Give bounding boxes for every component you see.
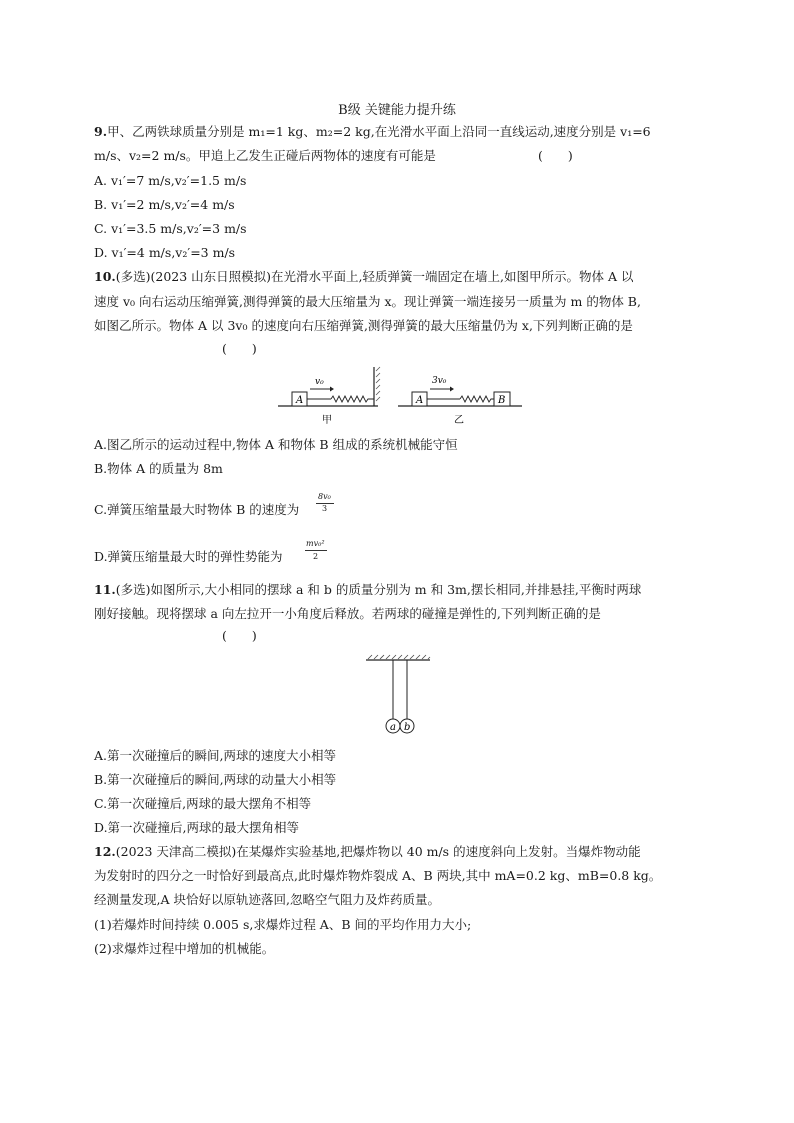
q12-stem-line3: 经测量发现,A 块恰好以原轨迹落回,忽略空气阻力及炸药质量。: [94, 892, 440, 907]
q9-option-c: C. v₁′=3.5 m/s,v₂′=3 m/s: [94, 221, 247, 236]
block-a-yi-label: A: [416, 395, 424, 406]
q10-stem-line3: 如图乙所示。物体 A 以 3v₀ 的速度向右压缩弹簧,测得弹簧的最大压缩量仍为 x,下列判断正确的是: [94, 318, 633, 333]
figure-jia-caption: 甲: [322, 415, 332, 426]
ball-b-label: b: [404, 722, 411, 733]
block-b-label: B: [498, 395, 506, 406]
q9-number: 9.: [94, 124, 108, 139]
q12-subquestion-1: (1)若爆炸时间持续 0.005 s,求爆炸过程 A、B 间的平均作用力大小;: [94, 917, 472, 932]
q10-option-d-fraction-bar: [305, 550, 327, 551]
q9-stem-line2: m/s、v₂=2 m/s。甲追上乙发生正碰后两物体的速度有可能是: [94, 148, 436, 163]
block-a-jia-label: A: [296, 395, 304, 406]
q10-option-d: D.弹簧压缩量最大时的弹性势能为: [94, 549, 283, 564]
q9-stem-line1: 甲、乙两铁球质量分别是 m₁=1 kg、m₂=2 kg,在光滑水平面上沿同一直线运动,速度分别是 v₁=6: [107, 124, 651, 139]
q11-number: 11.: [94, 582, 116, 597]
q9-option-a: A. v₁′=7 m/s,v₂′=1.5 m/s: [94, 173, 247, 188]
ball-a-label: a: [390, 722, 396, 733]
velocity-yi-label: 3v₀: [432, 376, 447, 386]
q9-answer-bracket: ( ): [538, 148, 573, 163]
q12-line1: [94, 844, 641, 860]
q11-option-d: D.第一次碰撞后,两球的最大摆角相等: [94, 820, 300, 835]
q9-option-d: D. v₁′=4 m/s,v₂′=3 m/s: [94, 245, 236, 260]
q12-stem-line2: 为发射时的四分之一时恰好到最高点,此时爆炸物炸裂成 A、B 两块,其中 mA=0.2 kg、mB=0.8 kg。: [94, 868, 662, 883]
q10-number: 10.: [94, 269, 116, 284]
q10-option-d-denominator: 2: [313, 552, 319, 561]
figure-yi-caption: 乙: [454, 415, 464, 426]
q11-option-c: C.第一次碰撞后,两球的最大摆角不相等: [94, 796, 312, 811]
section-title: B级 关键能力提升练: [338, 103, 456, 118]
q10-option-c: C.弹簧压缩量最大时物体 B 的速度为: [94, 502, 300, 517]
q12-subquestion-2: (2)求爆炸过程中增加的机械能。: [94, 941, 275, 956]
q10-option-d-numerator: mv₀²: [306, 539, 325, 548]
q10-line1: [94, 269, 633, 285]
q11-line1: [94, 582, 641, 598]
q10-option-c-denominator: 3: [322, 504, 328, 513]
q10-option-c-numerator: 8v₀: [318, 492, 331, 501]
q11-stem-line2: 刚好接触。现将摆球 a 向左拉开一小角度后释放。若两球的碰撞是弹性的,下列判断正确的是: [94, 606, 601, 621]
q10-option-a: A.图乙所示的运动过程中,物体 A 和物体 B 组成的系统机械能守恒: [94, 437, 458, 452]
q11-option-b: B.第一次碰撞后的瞬间,两球的动量大小相等: [94, 772, 337, 787]
q9-line1: [94, 124, 651, 140]
spring-block-figure: [270, 365, 530, 427]
q10-option-b: B.物体 A 的质量为 8m: [94, 461, 223, 476]
q11-option-a: A.第一次碰撞后的瞬间,两球的速度大小相等: [94, 748, 336, 763]
q12-number: 12.: [94, 844, 116, 859]
q10-stem-line1: (多选)(2023 山东日照模拟)在光滑水平面上,轻质弹簧一端固定在墙上,如图甲所示。物体 A 以: [115, 269, 634, 284]
q9-option-b: B. v₁′=2 m/s,v₂′=4 m/s: [94, 197, 235, 212]
velocity-jia-label: v₀: [315, 377, 324, 387]
q11-stem-line1: (多选)如图所示,大小相同的摆球 a 和 b 的质量分别为 m 和 3m,摆长相同,并排悬挂,平衡时两球: [115, 582, 642, 597]
q10-answer-bracket: ( ): [222, 341, 257, 356]
q11-answer-bracket: ( ): [222, 628, 257, 643]
q10-stem-line2: 速度 v₀ 向右运动压缩弹簧,测得弹簧的最大压缩量为 x。现让弹簧一端连接另一质量为 m 的物体 B,: [94, 294, 641, 309]
q12-stem-line1: (2023 天津高二模拟)在某爆炸实验基地,把爆炸物以 40 m/s 的速度斜向上发射。当爆炸物动能: [115, 844, 641, 859]
pendulum-figure: [362, 652, 434, 738]
